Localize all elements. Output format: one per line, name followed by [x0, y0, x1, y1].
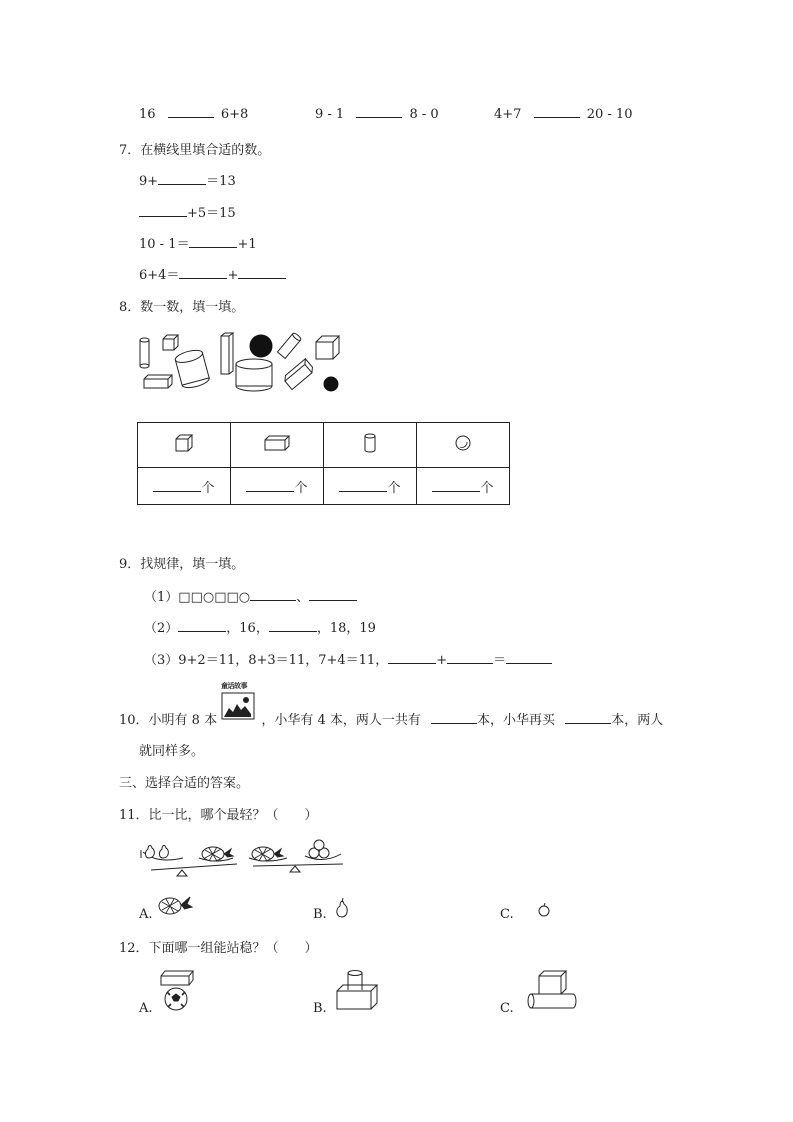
q6-item-1: [139, 106, 248, 122]
header-cylinder-cell: [324, 423, 417, 468]
cylinder-on-cuboid-illustration: [333, 968, 381, 1012]
solid-cuboid-tall: [221, 333, 233, 374]
q12-option-c[interactable]: [500, 1001, 514, 1016]
q9-blank-2[interactable]: [309, 589, 357, 601]
q9-part-2-end: ，18，19: [316, 621, 376, 636]
solid-cylinder-big: [174, 348, 210, 390]
q8-count-table: [137, 422, 510, 505]
q12-option-a[interactable]: [139, 1001, 153, 1016]
q7-blank-5[interactable]: [238, 267, 286, 279]
sphere-icon: [454, 434, 472, 452]
q6-item-2: [315, 106, 439, 122]
q6-blank-3[interactable]: [534, 106, 580, 118]
q9-part-1-pattern: □□○□□○: [178, 590, 251, 605]
q7-title: 7．在横线里填合适的数。: [119, 143, 271, 158]
q6-item-3-left: 4+7: [494, 107, 522, 122]
solid-cylinder-small: [140, 338, 149, 368]
q7-line-4-a: 6+4＝: [139, 268, 180, 283]
q12-option-b-label: B.: [313, 1001, 327, 1016]
q7-line-3: [139, 233, 257, 252]
q11-option-a[interactable]: [139, 907, 153, 922]
count-cube-unit: 个: [201, 480, 215, 496]
q7-blank-3[interactable]: [189, 236, 237, 248]
q8-solids-illustration: [136, 330, 346, 400]
storybook-icon: [221, 692, 255, 720]
q7-blank-1[interactable]: [158, 173, 206, 185]
q9-part-3-plus: +: [436, 653, 448, 668]
q9-part-2-label: （2）: [144, 621, 179, 636]
q9-blank-3[interactable]: [178, 620, 226, 632]
q6-item-2-right: 8 - 0: [409, 107, 439, 122]
count-cuboid-blank[interactable]: [246, 480, 294, 492]
count-cube-blank[interactable]: [153, 480, 201, 492]
q10-line-2: 就同样多。: [139, 744, 205, 759]
count-cube-cell: [138, 468, 231, 505]
solid-ball-big: [250, 335, 272, 357]
pineapple-icon: [202, 847, 233, 861]
header-cuboid-cell: [231, 423, 324, 468]
q7-line-1-a: 9+: [139, 174, 159, 189]
q12-option-c-label: C.: [500, 1001, 514, 1016]
pear-icon: [145, 845, 154, 858]
q7-blank-2[interactable]: [139, 205, 187, 217]
cuboid-icon: [263, 435, 291, 451]
q9-blank-7[interactable]: [506, 652, 552, 664]
pineapple-icon: [252, 847, 283, 861]
cuboid-on-ball-illustration: [157, 970, 197, 1012]
solid-cuboid-small: [144, 375, 172, 388]
solid-cube-right: [316, 336, 339, 359]
q10-text-4: 本，两人: [611, 713, 664, 728]
solid-cylinder-tilted: [277, 332, 301, 358]
q9-title: 9．找规律，填一填。: [119, 557, 245, 572]
q6-blank-2[interactable]: [356, 106, 402, 118]
section-3-title: 三、选择合适的答案。: [119, 776, 250, 791]
q9-part-1: [144, 586, 357, 605]
q9-part-3-eq: ＝: [493, 653, 507, 668]
q11-option-b[interactable]: [313, 907, 327, 922]
q10-blank-1[interactable]: [431, 712, 477, 724]
solid-cube-small: [163, 335, 178, 350]
q9-part-2: [144, 617, 376, 636]
header-sphere-cell: [417, 423, 510, 468]
count-sphere-unit: 个: [480, 480, 494, 496]
q10-text-1: 10．小明有 8 本: [119, 713, 218, 728]
q7-line-2: [139, 202, 236, 221]
q12-title: 12．下面哪一组能站稳？（ ）: [119, 941, 318, 956]
q7-line-1: [139, 170, 236, 189]
q9-blank-4[interactable]: [269, 620, 317, 632]
count-cylinder-cell: [324, 468, 417, 505]
q6-item-3: [494, 106, 632, 122]
q11-option-c-label: C.: [500, 907, 514, 922]
q7-line-2-b: +5＝15: [187, 206, 236, 221]
scale-right: [249, 840, 343, 872]
q8-title: 8．数一数，填一填。: [119, 300, 245, 315]
q9-part-1-sep: 、: [296, 590, 310, 605]
q6-blank-1[interactable]: [168, 106, 214, 118]
q7-line-4: [139, 264, 286, 283]
cylinder-icon: [363, 433, 377, 453]
q7-line-3-a: 10 - 1＝: [139, 237, 190, 252]
q10-blank-2[interactable]: [565, 712, 611, 724]
q11-balance-scales: [137, 836, 347, 880]
q10-line-1: [119, 709, 663, 728]
count-sphere-cell: [417, 468, 510, 505]
q9-part-3-label: （3）9+2＝11，8+3＝11，7+4＝11，: [144, 653, 389, 668]
q11-option-a-label: A.: [139, 907, 153, 922]
cube-on-cylinder-illustration: [525, 968, 583, 1012]
book-title: 童话故事: [221, 681, 247, 690]
q6-item-1-right: 6+8: [220, 107, 249, 122]
q11-option-c[interactable]: [500, 907, 514, 922]
cube-icon: [174, 434, 194, 452]
header-cube-cell: [138, 423, 231, 468]
q6-item-3-right: 20 - 10: [586, 107, 633, 122]
q9-part-3: [144, 649, 552, 668]
apple-icon: [537, 903, 551, 917]
q9-part-1-label: （1）: [144, 590, 179, 605]
scale-left: [141, 845, 237, 876]
count-sphere-blank[interactable]: [432, 480, 480, 492]
solid-ball-small: [324, 377, 338, 391]
count-cuboid-unit: 个: [294, 480, 308, 496]
pear-icon: [159, 845, 168, 858]
q12-option-a-label: A.: [139, 1001, 153, 1016]
count-cuboid-cell: [231, 468, 324, 505]
q9-blank-5[interactable]: [388, 652, 436, 664]
solid-cuboid-tilted: [282, 359, 315, 390]
q7-blank-4[interactable]: [179, 267, 227, 279]
q11-title: 11．比一比，哪个最轻？（ ）: [119, 808, 318, 823]
count-cylinder-blank[interactable]: [339, 480, 387, 492]
q12-option-b[interactable]: [313, 1001, 327, 1016]
q7-line-1-b: ＝13: [206, 174, 236, 189]
solid-cylinder-flat: [236, 359, 272, 391]
q11-option-b-label: B.: [313, 907, 327, 922]
count-cylinder-unit: 个: [387, 480, 401, 496]
pineapple-icon: [158, 893, 194, 917]
apple-icon: [314, 840, 324, 850]
q10-text-3: 本，小华再买: [477, 713, 556, 728]
q6-item-1-left: 16: [139, 107, 156, 122]
pear-icon: [334, 897, 350, 919]
q9-blank-6[interactable]: [447, 652, 493, 664]
q10-text-2: ，小华有 4 本，两人一共有: [261, 713, 421, 728]
q9-part-2-mid: ，16，: [226, 621, 269, 636]
q9-blank-1[interactable]: [250, 589, 296, 601]
q6-item-2-left: 9 - 1: [315, 107, 345, 122]
q7-line-4-b: +: [227, 268, 239, 283]
q7-line-3-b: +1: [237, 237, 257, 252]
